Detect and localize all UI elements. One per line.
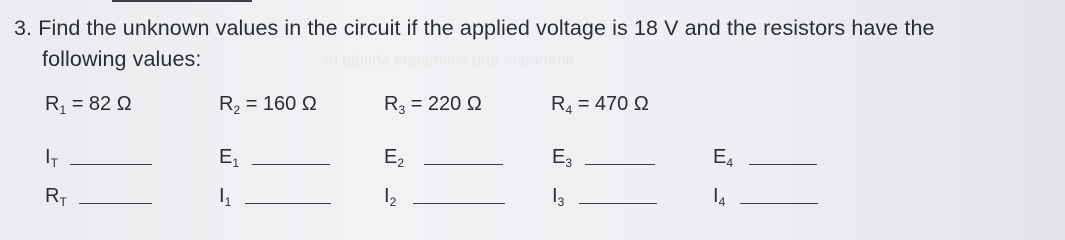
resistor-value: = 160 Ω <box>240 93 317 115</box>
unknown-e2 <box>384 145 404 169</box>
unknown-symbol: I <box>219 185 225 207</box>
unknown-subscript: 1 <box>224 195 232 209</box>
question-line-1 <box>14 16 935 41</box>
resistor-subscript: 1 <box>59 103 67 117</box>
question-number: 3. <box>14 16 33 40</box>
question-line-2: following values: <box>42 47 202 71</box>
unknown-subscript: 1 <box>232 156 240 170</box>
resistor-subscript: 4 <box>565 103 573 117</box>
unknown-symbol: I <box>384 185 390 207</box>
resistor-subscript: 2 <box>233 103 241 117</box>
unknown-subscript: T <box>50 156 58 170</box>
unknown-subscript: 4 <box>726 156 734 170</box>
question-text-line-1: Find the unknown values in the circuit if the applied voltage is 18 V and the resistors have the <box>38 16 935 40</box>
unknown-i1 <box>219 184 231 208</box>
resistor-r3 <box>384 92 482 116</box>
unknown-subscript: 2 <box>397 156 405 170</box>
unknown-e1 <box>219 145 239 169</box>
unknown-subscript: 2 <box>389 195 397 209</box>
resistor-value: = 82 Ω <box>66 93 132 115</box>
unknown-i3 <box>552 184 564 208</box>
resistor-subscript: 3 <box>398 103 406 117</box>
unknown-e4 <box>713 145 733 169</box>
answer-blank-e2[interactable] <box>424 164 503 165</box>
bleed-through-text: ammeters and voltmeters should be <box>320 52 575 69</box>
answer-blank-e4[interactable] <box>749 164 817 165</box>
unknown-symbol: R <box>45 185 60 207</box>
unknown-i2 <box>384 184 396 208</box>
resistor-r2 <box>219 92 317 116</box>
resistor-symbol: R <box>219 93 234 115</box>
resistor-value: = 220 Ω <box>405 93 482 115</box>
unknown-subscript: T <box>59 195 67 209</box>
answer-blank-i1[interactable] <box>245 203 331 204</box>
answer-blank-i3[interactable] <box>579 203 657 204</box>
answer-blank-e1[interactable] <box>252 164 330 165</box>
unknown-i4 <box>713 184 725 208</box>
unknown-subscript: 3 <box>557 195 565 209</box>
resistor-r4 <box>551 92 649 116</box>
unknown-subscript: 3 <box>565 156 573 170</box>
answer-blank-rt[interactable] <box>79 203 152 204</box>
answer-blank-i2[interactable] <box>413 203 505 204</box>
unknown-symbol: E <box>552 146 566 168</box>
answer-blank-e3[interactable] <box>585 164 655 165</box>
header-rule <box>112 0 252 2</box>
resistor-symbol: R <box>384 93 399 115</box>
answer-blank-it[interactable] <box>70 164 152 165</box>
unknown-symbol: E <box>219 146 233 168</box>
unknown-symbol: I <box>713 185 719 207</box>
unknown-total-resistance <box>45 184 67 208</box>
unknown-symbol: I <box>552 185 558 207</box>
resistor-value: = 470 Ω <box>572 93 649 115</box>
unknown-total-current <box>45 145 58 169</box>
resistor-symbol: R <box>551 93 566 115</box>
resistor-r1 <box>45 92 132 116</box>
resistor-symbol: R <box>45 93 60 115</box>
unknown-symbol: E <box>384 146 398 168</box>
unknown-symbol: I <box>45 146 51 168</box>
unknown-subscript: 4 <box>718 195 726 209</box>
unknown-e3 <box>552 145 572 169</box>
answer-blank-i4[interactable] <box>740 203 818 204</box>
unknown-symbol: E <box>713 146 727 168</box>
